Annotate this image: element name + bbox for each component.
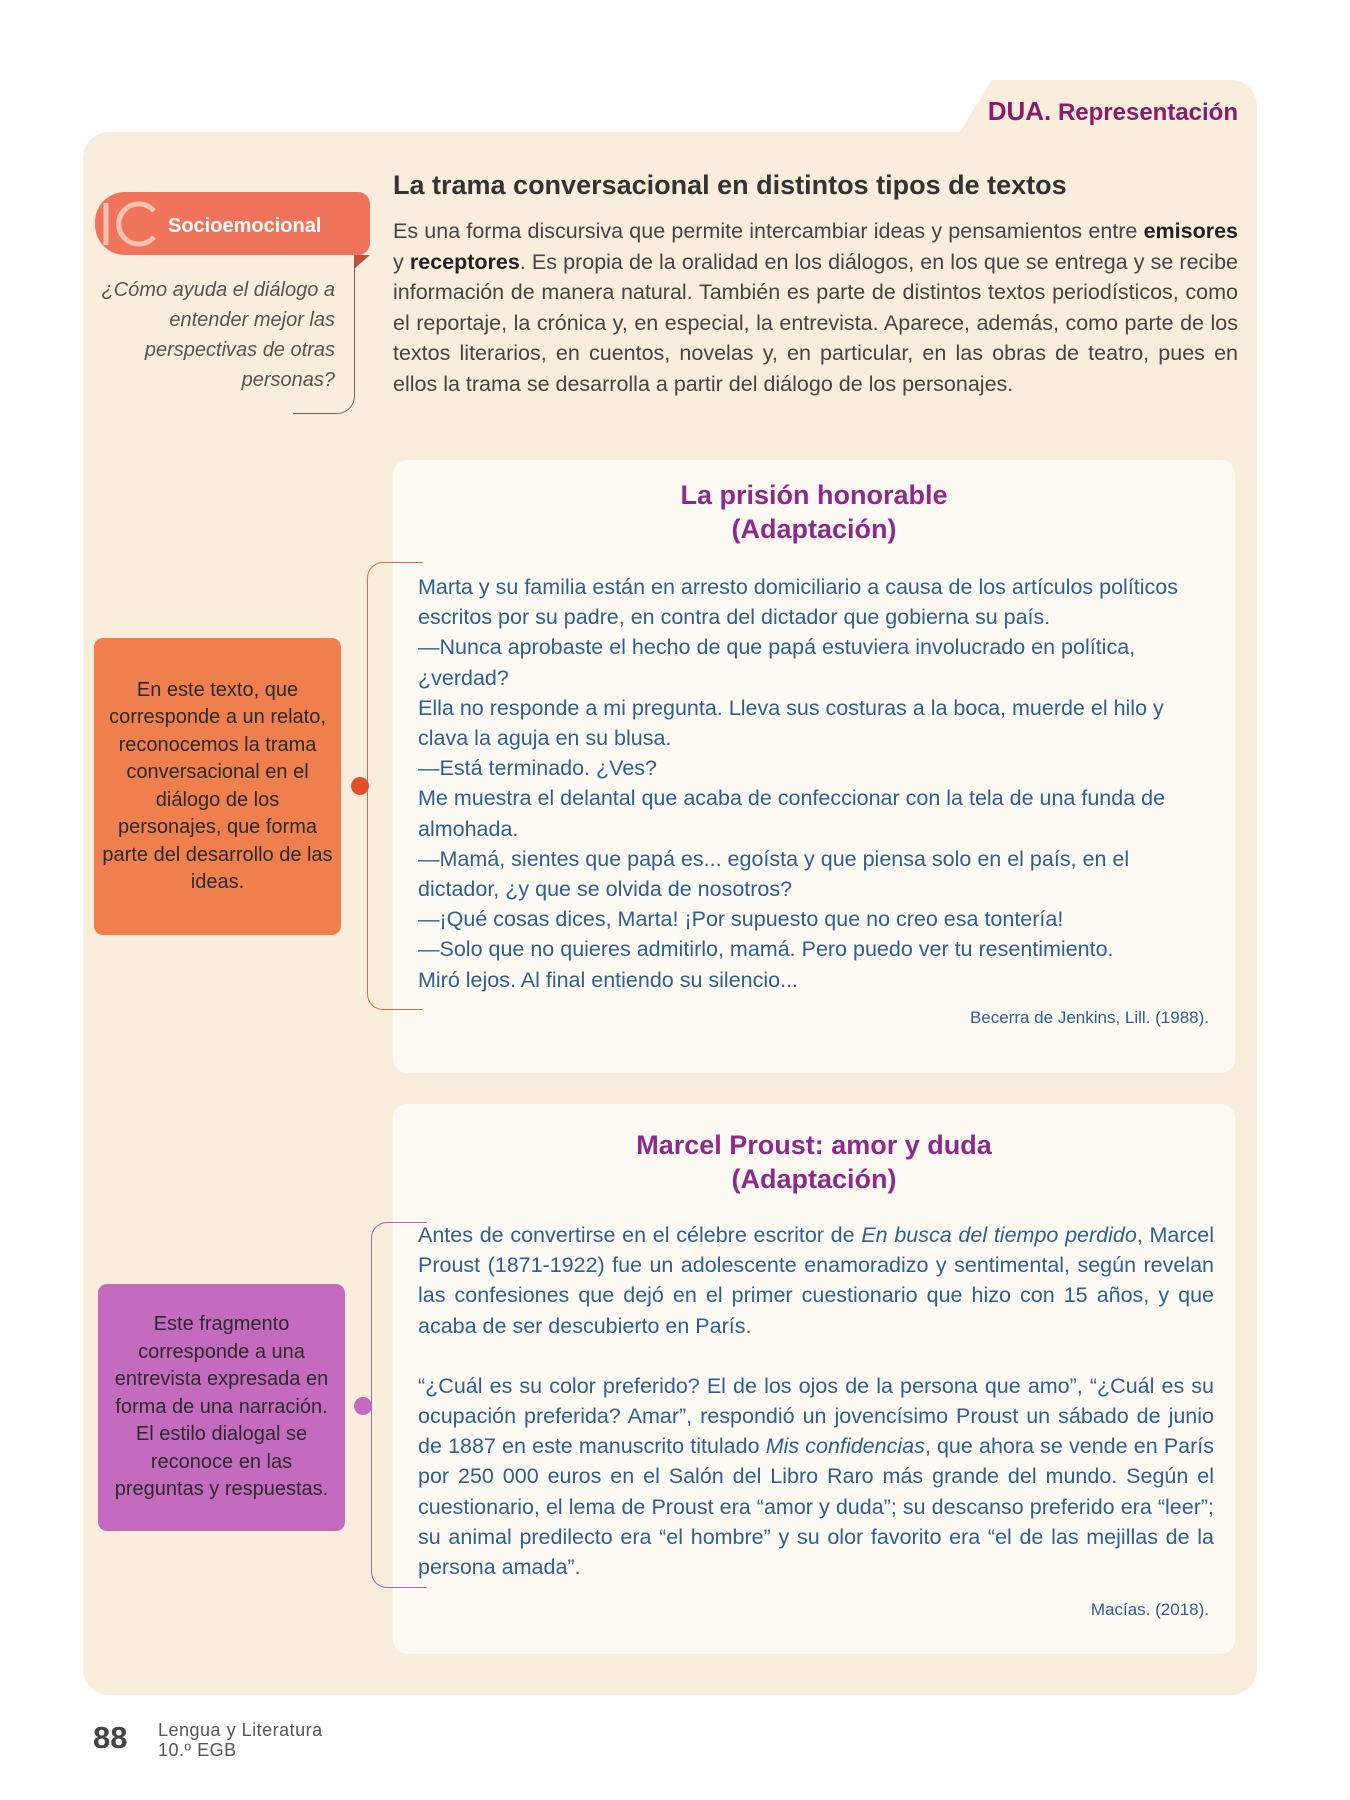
socioemocional-question: ¿Cómo ayuda el diálogo a entender mejor las perspectivas de otras personas?: [101, 279, 335, 391]
footer-subject-name: Lengua y Literatura: [158, 1720, 323, 1740]
reading-1-line: —Mamá, sientes que papá es... egoísta y que piensa solo en el país, en el dictador, ¿y que se olvida de nosotros?: [418, 846, 1130, 902]
dua-label: DUA.: [987, 96, 1052, 126]
reading-2-text: [418, 1220, 1214, 1582]
reading-2-title: [393, 1128, 1235, 1196]
reading-2-book-title: En busca del tiempo perdido: [861, 1223, 1137, 1247]
reading-1-text: [418, 572, 1214, 995]
reading-1-citation: Becerra de Jenkins, Lill. (1988).: [969, 1008, 1209, 1027]
reading-1-title: [393, 478, 1235, 546]
reading-1-bracket: [367, 562, 423, 1010]
footer-grade: 10.º EGB: [158, 1740, 237, 1760]
reading-1-line: —Nunca aprobaste el hecho de que papá estuviera involucrado en política, ¿verdad?: [418, 635, 1136, 690]
reading-2-text-part: , que ahora se vende en París por 250 000 euros en el Salón del Libro Raro más grande del mundo. Según el cuestionario, el lema de Proust era “amor y duda”; su descanso preferido era “leer”; su animal predilecto era “el hombre” y su olor favorito era “el de las mejillas de la persona amada”.: [418, 1434, 1214, 1580]
reading-2-title-sub: (Adaptación): [731, 1164, 897, 1194]
reading-2-title-main: Marcel Proust: amor y duda: [636, 1130, 992, 1160]
dua-category: Representación: [1057, 99, 1238, 126]
reading-2-bracket: [371, 1222, 427, 1588]
reading-2-paragraph: [418, 1220, 1214, 1341]
reading-1-line: —Solo que no quieres admitirlo, mamá. Pero puedo ver tu resentimiento.: [418, 937, 1114, 962]
page-number: 88: [93, 1720, 128, 1755]
reading-2-text-part: “¿Cuál es su color preferido? El de los ojos de la persona que amo”, “¿Cuál es su ocupación preferida? Amar”, respondió un jovencísimo Proust un sábado de junio de 1887 en este manuscrito titulado: [418, 1373, 1214, 1459]
socioemocional-icon: [98, 197, 160, 251]
intro-text-2: y: [393, 249, 410, 274]
intro-bold-emisores: emisores: [1143, 219, 1238, 243]
reading-1-connector-dot: [351, 777, 369, 795]
reading-1-line: Me muestra el delantal que acaba de confeccionar con la tela de una funda de almohada.: [418, 786, 1166, 841]
socioemocional-label: Socioemocional: [168, 215, 322, 237]
reading-1-note: En este texto, que corresponde a un relato, reconocemos la trama conversacional en el diálogo de los personajes, que forma parte del desarrollo de las ideas.: [94, 638, 341, 935]
reading-1-line: —Está terminado. ¿Ves?: [418, 756, 657, 781]
intro-text-1: Es una forma discursiva que permite intercambiar ideas y pensamientos entre: [393, 219, 1144, 243]
reading-2-text-part: , Marcel Proust (1871-1922) fue un adolescente enamoradizo y sentimental, según revelan las confesiones que dejó en el primer cuestionario que hizo con 15 años, y que acaba de ser descubierto en París.: [418, 1223, 1215, 1338]
reading-1-line: Ella no responde a mi pregunta. Lleva sus costuras a la boca, muerde el hilo y clava la aguja en su blusa.: [418, 695, 1164, 751]
reading-2-text-part: Antes de convertirse en el célebre escritor de: [418, 1223, 862, 1247]
intro-bold-receptores: receptores: [409, 249, 520, 274]
badge-fold: [354, 255, 370, 269]
intro-text-3: . Es propia de la oralidad en los diálogos, en los que se entrega y se recibe información de manera natural. También es parte de distintos textos periodísticos, como el reportaje, la crónica y, en especial, la entrevista. Aparece, además, como parte de los textos literarios, en cuentos, novelas y, en particular, en las obras de teatro, pues en ellos la trama se desarrolla a partir del diálogo de los personajes.: [393, 249, 1238, 396]
reading-1-line: —¡Qué cosas dices, Marta! ¡Por supuesto que no creo esa tontería!: [418, 907, 1064, 932]
reading-1-line: Marta y su familia están en arresto domiciliario a causa de los artículos políticos escritos por su padre, en contra del dictador que gobierna su país.: [418, 575, 1179, 630]
dua-header: [988, 96, 1238, 127]
reading-2-connector-dot: [354, 1397, 372, 1415]
section-title: La trama conversacional en distintos tipos de textos: [393, 170, 1067, 200]
reading-2-manuscript-title: Mis confidencias: [765, 1434, 925, 1459]
reading-2-paragraph: [418, 1371, 1214, 1582]
intro-paragraph: [393, 216, 1238, 399]
reading-2-citation: Macías. (2018).: [1090, 1600, 1209, 1619]
reading-1-title-main: La prisión honorable: [680, 480, 948, 510]
reading-1-title-sub: (Adaptación): [731, 514, 897, 544]
reading-2-note: Este fragmento corresponde a una entrevista expresada en forma de una narración. El estilo dialogal se reconoce en las preguntas y respuestas.: [98, 1284, 345, 1531]
reading-1-line: Miró lejos. Al final entiendo su silencio...: [418, 967, 799, 992]
footer-subject: [158, 1720, 323, 1760]
